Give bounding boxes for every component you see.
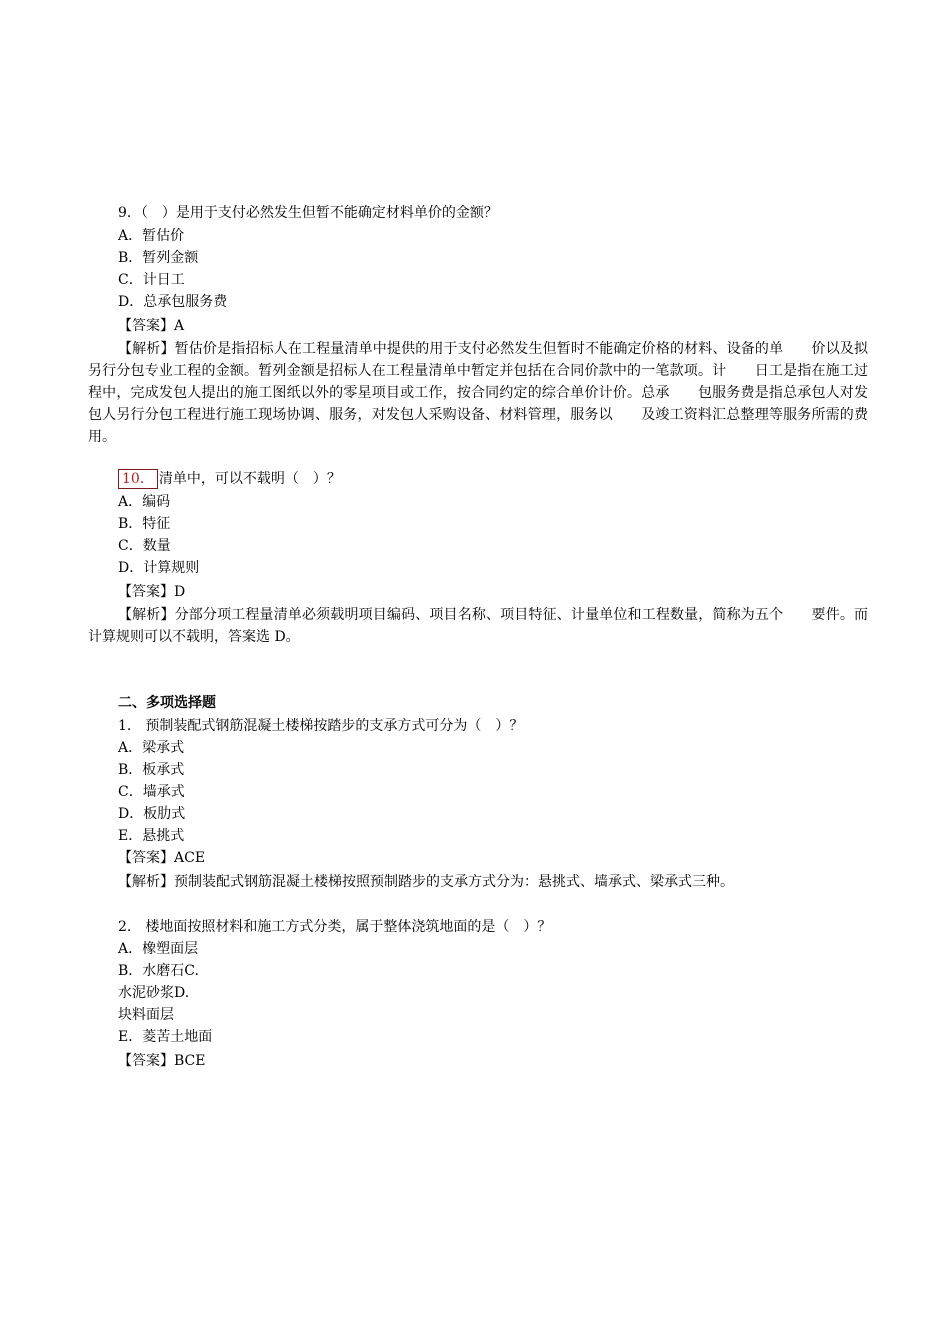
multi-question-2-option-b: B．水磨石C.: [118, 963, 199, 979]
multi-question-1-option-b: B．板承式: [118, 762, 185, 778]
question-10-option-a: A．编码: [118, 494, 171, 510]
multi-question-2-option-d: 块料面层: [118, 1007, 174, 1023]
question-10-number: 10．: [118, 469, 158, 489]
section-2-title: 二、多项选择题: [118, 695, 216, 711]
question-10-stem-line: [118, 469, 341, 489]
question-9-option-b: B．暂列金额: [118, 250, 199, 266]
multi-question-1-option-d: D．板肋式: [118, 806, 186, 822]
multi-question-1-answer: 【答案】ACE: [118, 850, 206, 866]
multi-question-2-answer: 【答案】BCE: [118, 1053, 206, 1069]
question-9-option-c: C．计日工: [118, 272, 185, 288]
question-10-option-c: C．数量: [118, 538, 171, 554]
multi-question-1-option-c: C．墙承式: [118, 784, 185, 800]
question-10-option-d: D．计算规则: [118, 560, 200, 576]
question-10-option-b: B．特征: [118, 516, 171, 532]
multi-question-2-stem: 2. 楼地面按照材料和施工方式分类，属于整体浇筑地面的是（ ）？: [118, 919, 552, 935]
multi-question-2-option-a: A．橡塑面层: [118, 941, 199, 957]
multi-question-1-option-a: A．梁承式: [118, 740, 185, 756]
question-9-answer: 【答案】A: [118, 318, 185, 334]
multi-question-2-option-c: 水泥砂浆D.: [118, 985, 190, 1001]
multi-question-2-option-e: E．菱苦土地面: [118, 1029, 213, 1045]
question-10-stem: 清单中，可以不载明（ ）？: [158, 471, 341, 487]
question-9-option-d: D．总承包服务费: [118, 294, 228, 310]
multi-question-1-stem: 1. 预制装配式钢筋混凝土楼梯按踏步的支承方式可分为（ ）？: [118, 718, 524, 734]
question-9-analysis: 【解析】暂估价是指招标人在工程量清单中提供的用于支付必然发生但暂时不能确定价格的材料、设备的单 价以及拟另行分包专业工程的金额。暂列金额是招标人在工程量清单中暂定并包括在合同价款中的一笔款项。计 日工是指在施工过程中，完成发包人提出的施工图纸以外的零星项目或工作，按合同约定的综合单价计价。总承 包服务费是指总承包人对发包人另行分包工程进行施工现场协调、服务，对发包人采购设备、材料管理，服务以 及竣工资料汇总整理等服务所需的费用。: [88, 341, 868, 445]
question-9-option-a: A．暂估价: [118, 228, 185, 244]
multi-question-1-analysis: 【解析】预制装配式钢筋混凝土楼梯按照预制踏步的支承方式分为：悬挑式、墙承式、梁承式三种。: [118, 874, 734, 890]
question-9-stem: 9．（ ）是用于支付必然发生但暂不能确定材料单价的金额？: [118, 205, 498, 221]
question-10-analysis: 【解析】分部分项工程量清单必须载明项目编码、项目名称、项目特征、计量单位和工程数量，简称为五个 要件。而计算规则可以不载明，答案选 D。: [88, 607, 868, 645]
multi-question-1-option-e: E．悬挑式: [118, 828, 185, 844]
question-10-answer: 【答案】D: [118, 584, 186, 600]
